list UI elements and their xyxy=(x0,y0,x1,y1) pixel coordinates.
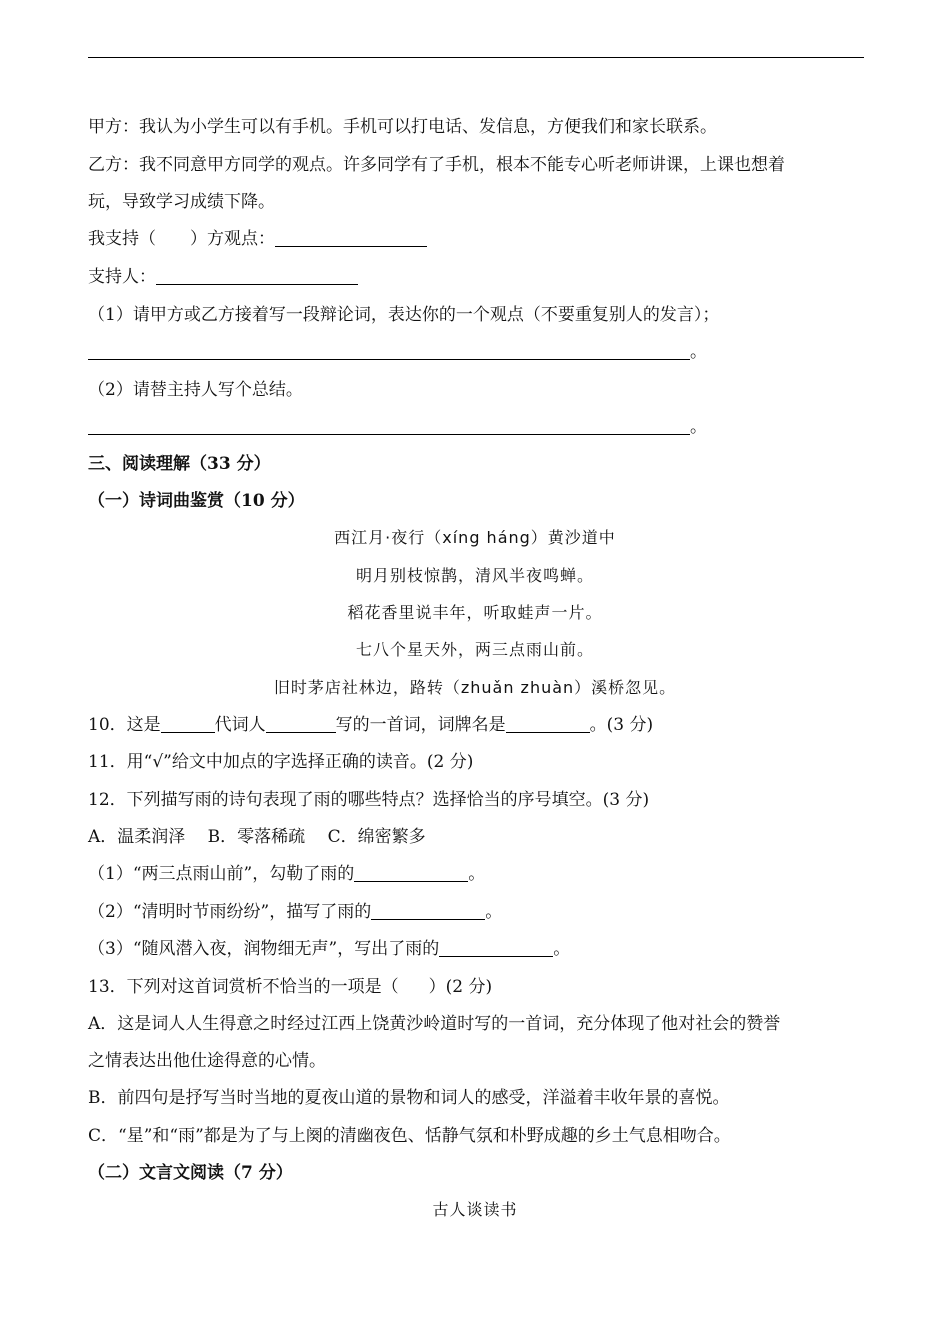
question-10: 10．这是 代词人 写的一首词，词牌名是 。(3 分) xyxy=(88,715,654,735)
part1-title: （一）诗词曲鉴赏（10 分） xyxy=(88,491,305,511)
host-blank[interactable] xyxy=(156,266,358,285)
question-12-options: A．温柔润泽 B．零落稀疏 C．绵密繁多 xyxy=(88,827,426,847)
host-label: 支持人： xyxy=(88,267,156,287)
poem-line-3: 七八个星天外，两三点雨山前。 xyxy=(355,640,594,659)
poem-line-1: 明月别枝惊鹊，清风半夜鸣蝉。 xyxy=(355,566,594,585)
q13-option-a-line2: 之情表达出他仕途得意的心情。 xyxy=(88,1051,326,1071)
answer-blank-1[interactable] xyxy=(88,341,690,360)
q12-blank-2[interactable] xyxy=(371,901,485,920)
answer-blank-2[interactable] xyxy=(88,416,690,435)
answer-line-2: 。 xyxy=(88,416,707,438)
q12-blank-1[interactable] xyxy=(354,863,468,882)
passage-title: 古人谈读书 xyxy=(432,1200,518,1219)
question-12-3: （3）“随风潜入夜，润物细无声”，写出了雨的 。 xyxy=(88,939,571,959)
q12-blank-3[interactable] xyxy=(439,938,553,957)
support-label-b: ）方观点： xyxy=(190,229,275,249)
answer-line-1: 。 xyxy=(88,341,707,363)
q10-blank-dynasty[interactable] xyxy=(161,714,215,733)
question-12-2: （2）“清明时节雨纷纷”，描写了雨的 。 xyxy=(88,902,503,922)
q13-option-b: B．前四句是抒写当时当地的夏夜山道的景物和词人的感受，洋溢着丰收年景的喜悦。 xyxy=(88,1088,730,1108)
question-12-1: （1）“两三点雨山前”，勾勒了雨的 。 xyxy=(88,864,486,884)
part2-title: （二）文言文阅读（7 分） xyxy=(88,1163,293,1183)
support-label-a: 我支持（ xyxy=(88,229,156,249)
question-13: 13．下列对这首词赏析不恰当的一项是（ ）(2 分) xyxy=(88,977,493,997)
support-blank[interactable] xyxy=(275,228,427,247)
q13-option-a-line1: A．这是词人人生得意之时经过江西上饶黄沙岭道时写的一首词，充分体现了他对社会的赞誉 xyxy=(88,1014,781,1034)
q13-option-c: C．“星”和“雨”都是为了与上阕的清幽夜色、恬静气氛和朴野成趣的乡土气息相吻合。 xyxy=(88,1126,731,1146)
poem-title: 西江月·夜行（xíng háng）黄沙道中 xyxy=(334,528,616,547)
header-rule xyxy=(88,57,864,58)
question-2: （2）请替主持人写个总结。 xyxy=(88,380,303,400)
q10-blank-cipai[interactable] xyxy=(506,714,590,733)
debate-yi-line1: 乙方：我不同意甲方同学的观点。许多同学有了手机，根本不能专心听老师讲课，上课也想着 xyxy=(88,155,785,175)
support-line xyxy=(88,228,427,250)
poem-line-2: 稻花香里说丰年，听取蛙声一片。 xyxy=(347,603,603,622)
q10-blank-poet[interactable] xyxy=(266,714,336,733)
question-11: 11．用“√”给文中加点的字选择正确的读音。(2 分) xyxy=(88,752,474,772)
debate-yi-line2: 玩，导致学习成绩下降。 xyxy=(88,192,275,212)
question-1: （1）请甲方或乙方接着写一段辩论词，表达你的一个观点（不要重复别人的发言）； xyxy=(88,305,720,325)
host-line xyxy=(88,266,358,288)
section-title: 三、阅读理解（33 分） xyxy=(88,454,271,474)
debate-jia: 甲方：我认为小学生可以有手机。手机可以打电话、发信息，方便我们和家长联系。 xyxy=(88,117,717,137)
question-12: 12．下列描写雨的诗句表现了雨的哪些特点？选择恰当的序号填空。(3 分) xyxy=(88,790,650,810)
poem-line-4: 旧时茅店社林边，路转（zhuǎn zhuàn）溪桥忽见。 xyxy=(273,678,677,697)
